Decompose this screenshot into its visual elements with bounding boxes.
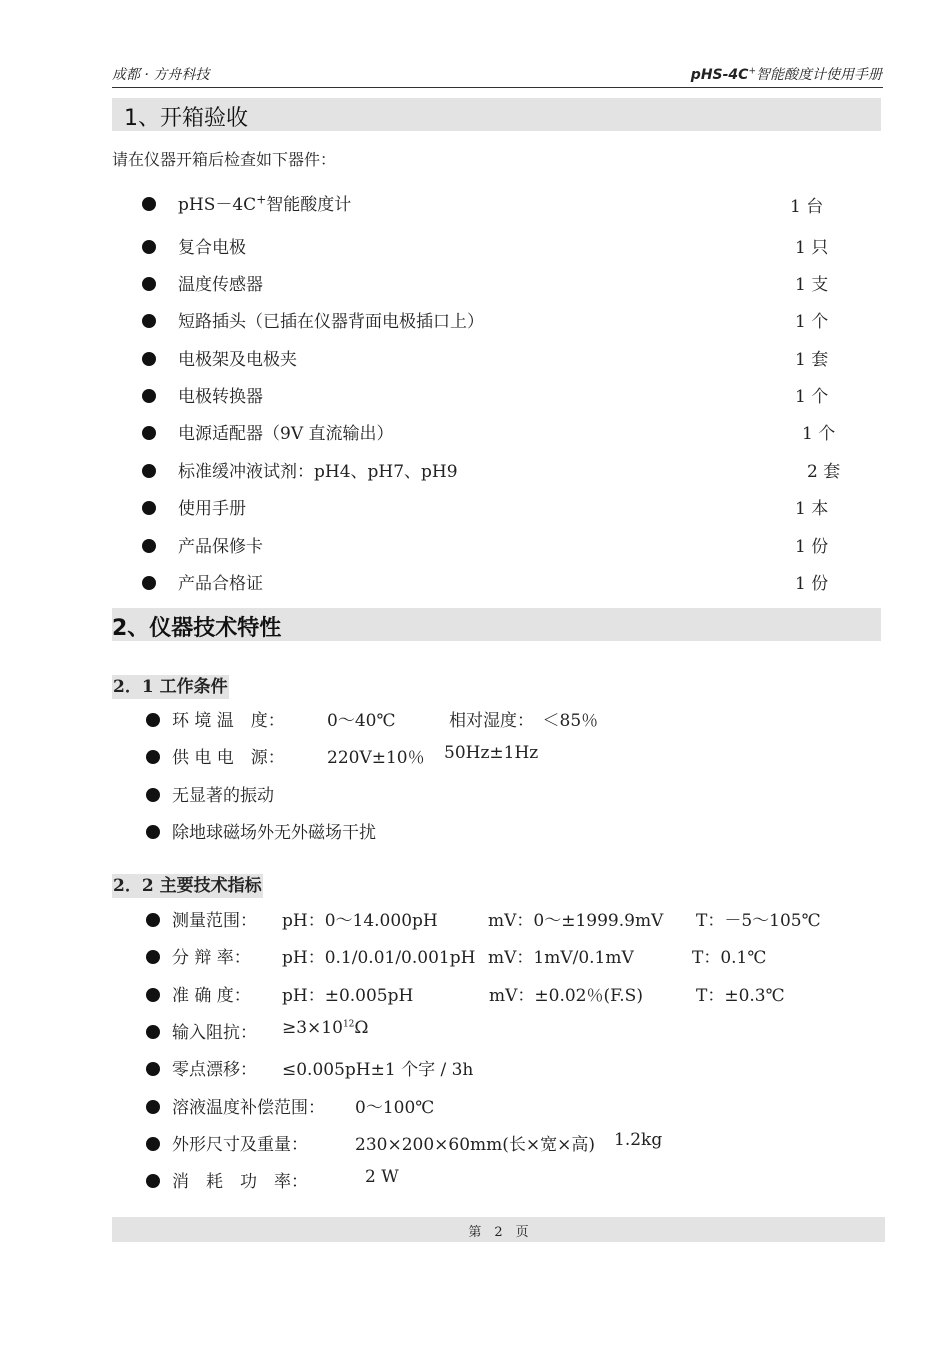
item-name: 产品合格证 [178, 574, 263, 594]
spec-label: 零点漂移： [172, 1060, 257, 1080]
item-qty: 1 只 [795, 238, 829, 258]
checklist-item [112, 345, 881, 371]
spec-value: pH：0～14.000pH [282, 911, 438, 931]
spec-row [112, 981, 881, 1007]
section-1-bar [112, 98, 881, 131]
bullet-icon [146, 913, 160, 927]
bullet-icon [142, 389, 156, 403]
bullet-icon [146, 1100, 160, 1114]
bullet-icon [146, 1174, 160, 1188]
bullet-icon [142, 539, 156, 553]
spec-row [112, 706, 881, 732]
spec-value: T：±0.3℃ [696, 986, 785, 1006]
bullet-icon [146, 825, 160, 839]
bullet-icon [142, 426, 156, 440]
spec-row [112, 743, 881, 769]
item-qty: 1 份 [795, 574, 829, 594]
bullet-icon [142, 277, 156, 291]
bullet-icon [146, 1025, 160, 1039]
item-qty: 1 个 [802, 424, 836, 444]
checklist-item [112, 190, 881, 216]
spec-row [112, 1093, 881, 1119]
bullet-icon [142, 314, 156, 328]
bullet-icon [142, 501, 156, 515]
header-right-text: 智能酸度计使用手册 [756, 67, 882, 83]
item-name: 温度传感器 [178, 275, 263, 295]
bullet-icon [146, 788, 160, 802]
checklist-item [112, 569, 881, 595]
item-qty: 1 本 [795, 499, 829, 519]
subsection-2-2-title: 2．2 主要技术指标 [113, 876, 262, 896]
item-qty: 1 个 [795, 387, 829, 407]
spec-value: pH：0.1/0.01/0.001pH [282, 948, 476, 968]
header-model: pHS-4C [690, 67, 749, 83]
checklist-item [112, 233, 881, 259]
spec-value: mV：0～±1999.9mV [488, 911, 664, 931]
spec-label: 除地球磁场外无外磁场干扰 [172, 823, 376, 843]
bullet-icon [146, 713, 160, 727]
spec-row [112, 818, 881, 844]
header-manual-title [691, 64, 882, 84]
spec-label: 分 辩 率： [172, 948, 251, 968]
bullet-icon [142, 240, 156, 254]
spec-value: 50Hz±1Hz [444, 743, 539, 763]
section-2-bar [112, 608, 881, 641]
spec-label: 溶液温度补偿范围： [172, 1098, 325, 1118]
spec-row [112, 943, 881, 969]
item-qty: 1 支 [795, 275, 829, 295]
spec-label: 供 电 电 源： [172, 748, 285, 768]
spec-value: mV：±0.02％(F.S) [489, 986, 643, 1006]
spec-row [112, 1167, 881, 1193]
item-qty: 1 个 [795, 312, 829, 332]
section-1-title: 1、开箱验收 [124, 106, 248, 131]
bullet-icon [146, 1062, 160, 1076]
page-footer [112, 1217, 885, 1242]
checklist-item [112, 382, 881, 408]
item-name: 复合电极 [178, 238, 246, 258]
spec-value: T：0.1℃ [692, 948, 767, 968]
header-model-sup: + [748, 66, 756, 77]
spec-value: 220V±10％ [327, 748, 425, 768]
spec-value: T：－5～105℃ [696, 911, 821, 931]
spec-label: 无显著的振动 [172, 786, 274, 806]
bullet-icon [146, 1137, 160, 1151]
item-name: 短路插头（已插在仪器背面电极插口上） [178, 312, 484, 332]
spec-value: pH：±0.005pH [282, 986, 414, 1006]
spec-row [112, 1055, 881, 1081]
item-qty: 2 套 [807, 462, 841, 482]
checklist-item [112, 419, 881, 445]
spec-value: 相对湿度： ＜85％ [449, 711, 599, 731]
item-name: pHS－4C+智能酸度计 [178, 192, 352, 215]
item-name: 电源适配器（9V 直流输出） [178, 424, 394, 444]
bullet-icon [146, 950, 160, 964]
spec-row [112, 781, 881, 807]
spec-value: 0～40℃ [327, 711, 396, 731]
bullet-icon [146, 988, 160, 1002]
item-qty: 1 套 [795, 350, 829, 370]
bullet-icon [142, 464, 156, 478]
item-name: 电极架及电极夹 [178, 350, 297, 370]
spec-row [112, 1018, 881, 1044]
checklist-item [112, 494, 881, 520]
spec-value: 1.2kg [614, 1130, 663, 1150]
item-name: 电极转换器 [178, 387, 263, 407]
item-qty: 1 份 [795, 537, 829, 557]
spec-value: $\ge 3\times 10^{12}\Omega$ [282, 1018, 369, 1038]
spec-value: 230×200×60mm(长×宽×高) [355, 1135, 596, 1155]
item-name: 产品保修卡 [178, 537, 263, 557]
spec-label: 消 耗 功 率： [172, 1172, 308, 1192]
spec-value: 0～100℃ [355, 1098, 435, 1118]
checklist-item [112, 532, 881, 558]
item-name: 使用手册 [178, 499, 246, 519]
spec-label: 测量范围： [172, 911, 257, 931]
section-2-title: 2、仪器技术特性 [112, 616, 282, 641]
bullet-icon [142, 576, 156, 590]
header-rule [112, 87, 883, 88]
page-number: 第 2 页 [468, 1225, 529, 1240]
bullet-icon [142, 352, 156, 366]
spec-value: mV：1mV/0.1mV [488, 948, 634, 968]
header-company: 成都 · 方舟科技 [112, 67, 210, 83]
spec-row [112, 906, 881, 932]
subsection-2-1-title: 2．1 工作条件 [113, 677, 228, 697]
spec-label: 输入阻抗： [172, 1023, 257, 1043]
bullet-icon [142, 197, 156, 211]
checklist-item [112, 457, 881, 483]
spec-row [112, 1130, 881, 1156]
item-name: 标准缓冲液试剂：pH4、pH7、pH9 [178, 462, 458, 482]
checklist-item [112, 270, 881, 296]
section-1-intro: 请在仪器开箱后检查如下器件： [112, 150, 337, 169]
spec-value: ≤0.005pH±1 个字 / 3h [282, 1060, 474, 1080]
spec-label: 准 确 度： [172, 986, 251, 1006]
spec-label: 环 境 温 度： [172, 711, 285, 731]
checklist-item [112, 307, 881, 333]
spec-value: 2 W [365, 1167, 399, 1187]
bullet-icon [146, 750, 160, 764]
item-qty: 1 台 [790, 197, 824, 217]
spec-label: 外形尺寸及重量： [172, 1135, 308, 1155]
